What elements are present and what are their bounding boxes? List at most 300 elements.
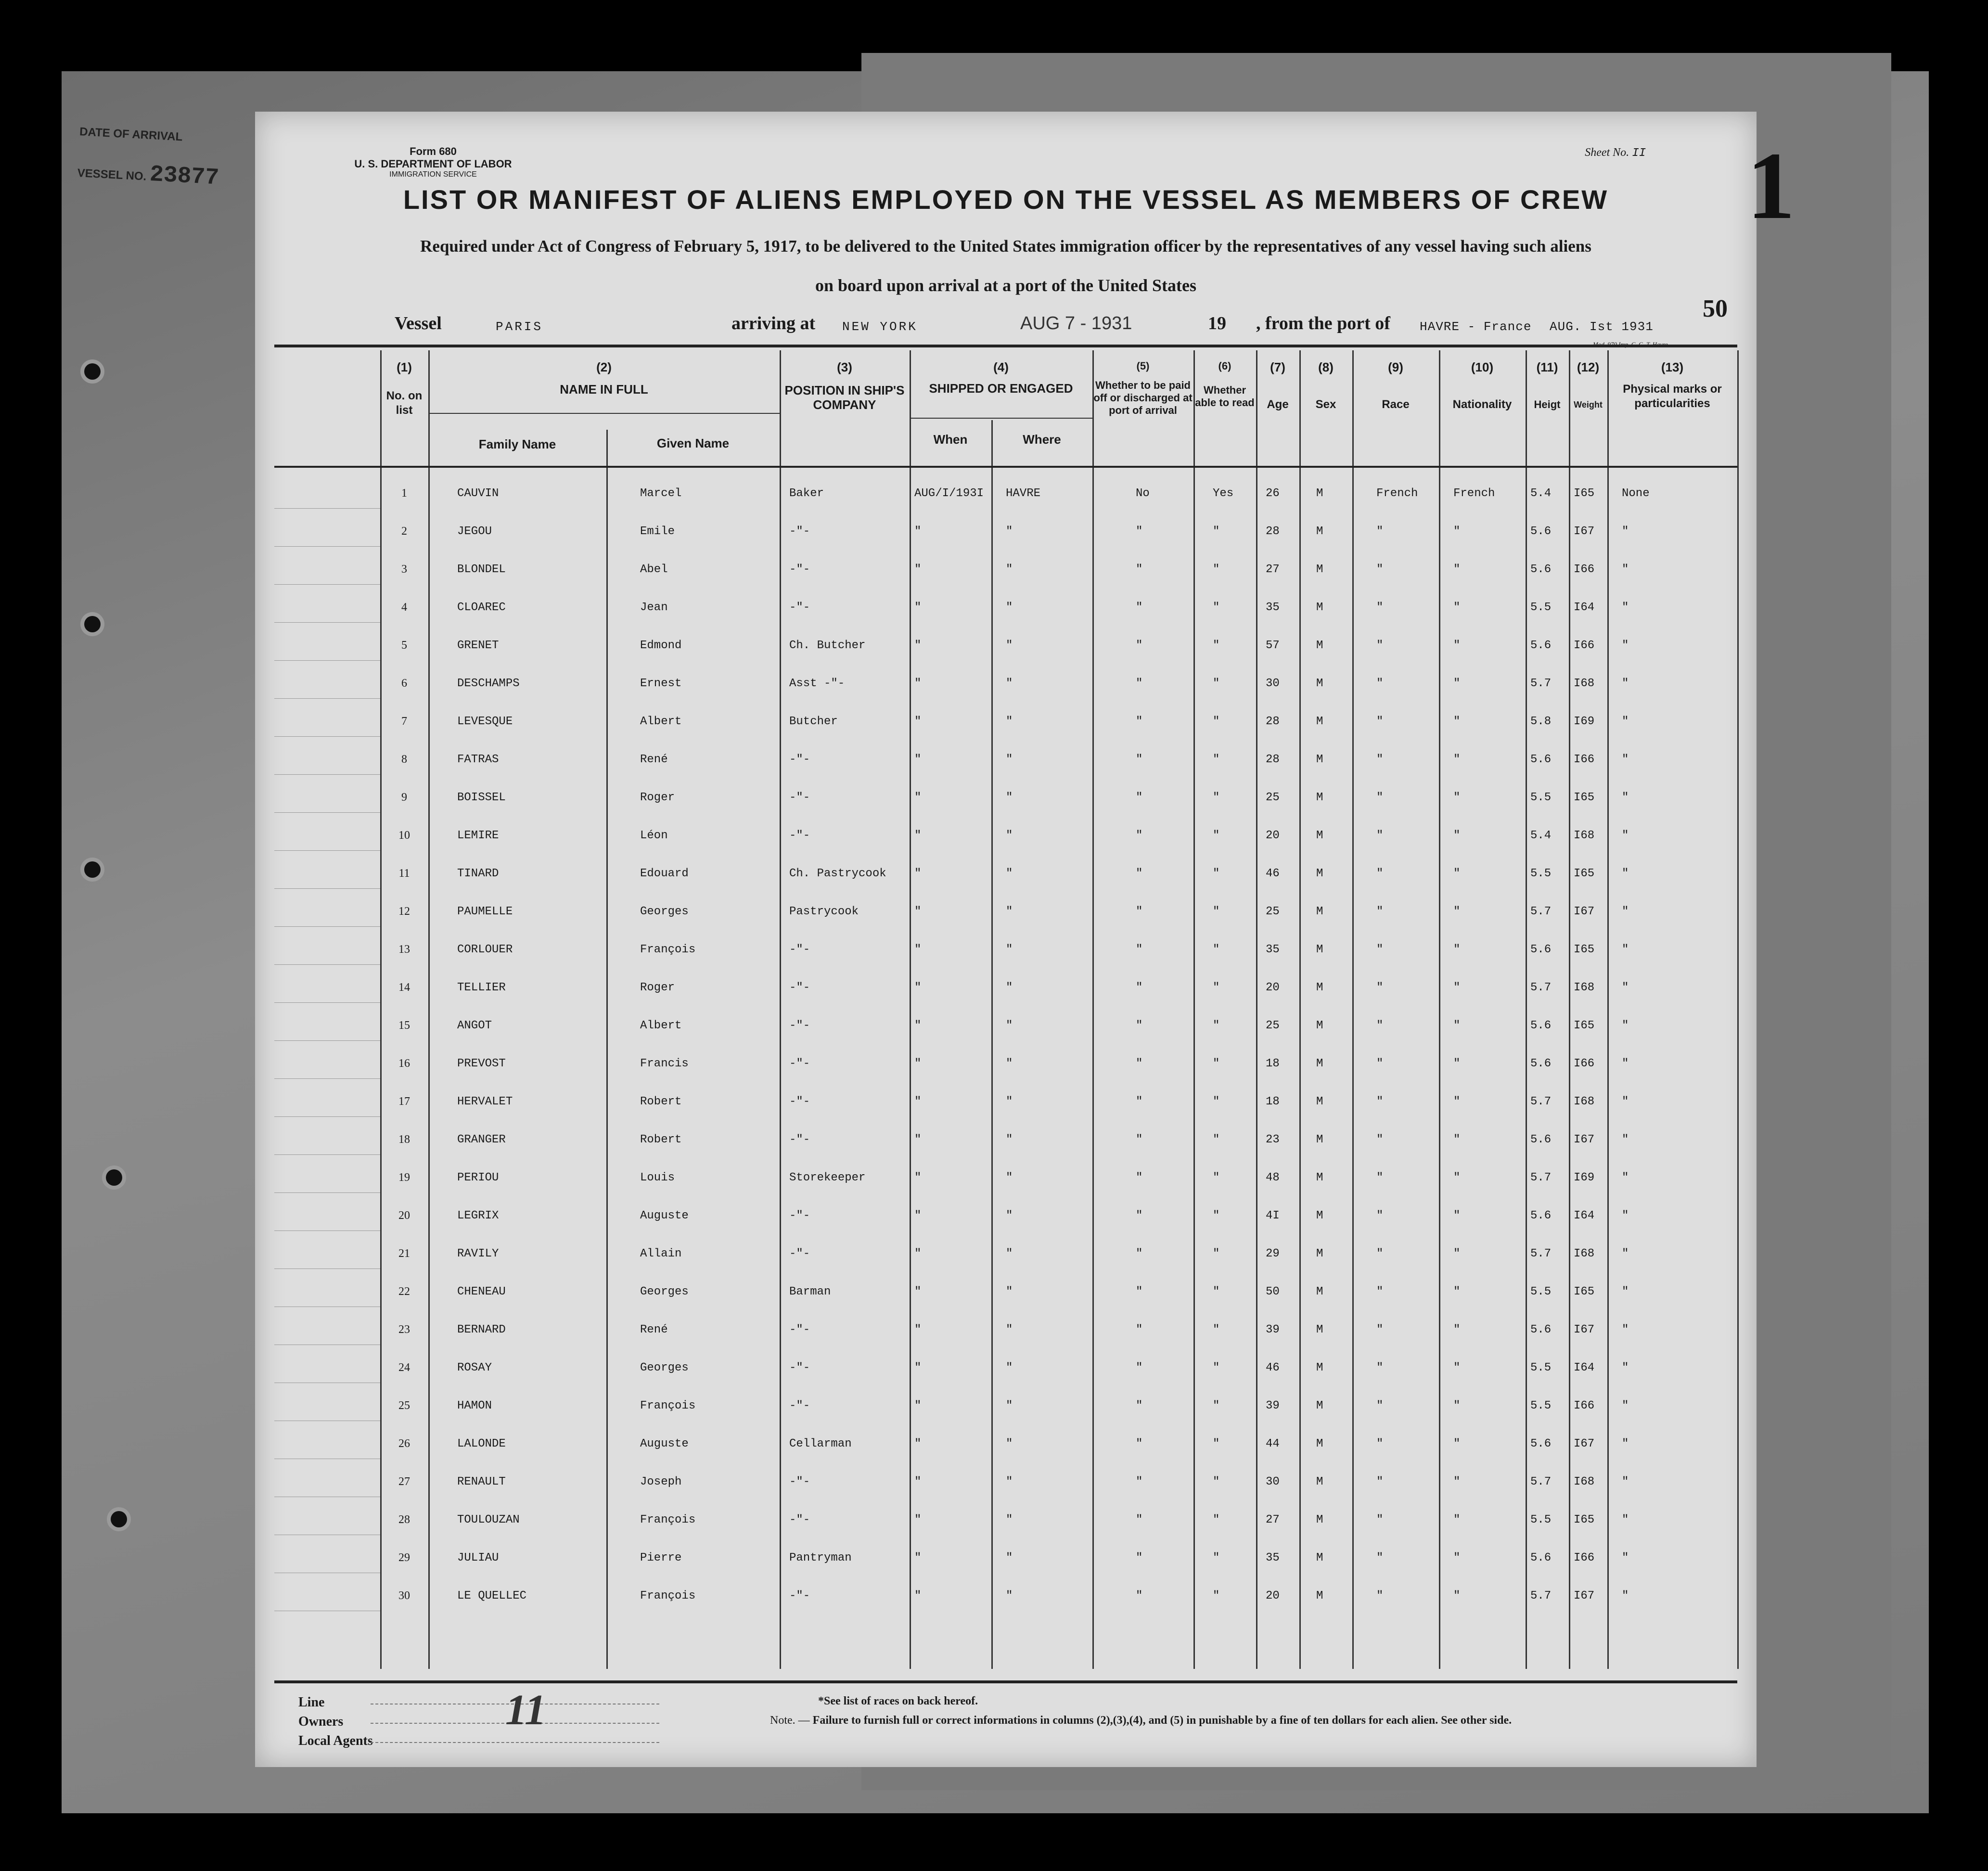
cell-able-to-read: " (1213, 1361, 1220, 1374)
cell-sex: M (1316, 1437, 1323, 1450)
cell-shipped-where: " (1006, 1057, 1013, 1070)
cell-physical-marks: " (1622, 715, 1629, 728)
cell-physical-marks: " (1622, 677, 1629, 690)
cell-able-to-read: Yes (1213, 487, 1234, 500)
agents-field (371, 1742, 659, 1743)
cell-weight: I68 (1574, 677, 1595, 690)
col2-header: (2) NAME IN FULL (560, 360, 648, 397)
cell-shipped-where: " (1006, 791, 1013, 804)
cell-weight: I66 (1574, 563, 1595, 576)
table-row (274, 547, 1747, 585)
cell-weight: I64 (1574, 1209, 1595, 1222)
cell-paid-off: " (1136, 1475, 1143, 1488)
bottom-rule (274, 1680, 1737, 1683)
cell-position: -"- (789, 1247, 810, 1260)
cell-row-number: 8 (401, 753, 407, 766)
cell-given-name: Francis (640, 1057, 689, 1070)
cell-weight: I65 (1574, 943, 1595, 956)
crew-table (274, 350, 1747, 1669)
cell-height: 5.6 (1530, 1209, 1552, 1222)
table-row (274, 1193, 1747, 1231)
cell-position: Pantryman (789, 1551, 852, 1564)
punch-hole (111, 1511, 127, 1527)
cell-able-to-read: " (1213, 563, 1220, 576)
cell-nationality: " (1453, 639, 1461, 652)
cell-family-name: FATRAS (457, 753, 499, 766)
cell-position: -"- (789, 1399, 810, 1412)
cell-race: " (1376, 1171, 1384, 1184)
cell-age: 30 (1266, 677, 1280, 690)
cell-age: 20 (1266, 981, 1280, 994)
cell-nationality: French (1453, 487, 1495, 500)
cell-shipped-when: " (914, 753, 922, 766)
cell-weight: I66 (1574, 1057, 1595, 1070)
cell-shipped-where: " (1006, 1323, 1013, 1336)
cell-position: -"- (789, 1133, 810, 1146)
cell-physical-marks: None (1622, 487, 1650, 500)
cell-position: -"- (789, 981, 810, 994)
cell-age: 29 (1266, 1247, 1280, 1260)
cell-given-name: Marcel (640, 487, 682, 500)
local-agents-label: Local Agents (298, 1733, 373, 1748)
cell-given-name: François (640, 1399, 696, 1412)
cell-given-name: René (640, 1323, 668, 1336)
cell-height: 5.7 (1530, 1171, 1552, 1184)
cell-weight: I67 (1574, 1589, 1595, 1602)
cell-shipped-when: " (914, 1095, 922, 1108)
cell-able-to-read: " (1213, 1209, 1220, 1222)
cell-age: 57 (1266, 639, 1280, 652)
cell-nationality: " (1453, 1247, 1461, 1260)
cell-sex: M (1316, 943, 1323, 956)
cell-age: 39 (1266, 1399, 1280, 1412)
cell-paid-off: " (1136, 1323, 1143, 1336)
cell-paid-off: " (1136, 525, 1143, 538)
cell-weight: I67 (1574, 525, 1595, 538)
cell-position: -"- (789, 1361, 810, 1374)
cell-shipped-when: " (914, 1437, 922, 1450)
cell-race: " (1376, 1437, 1384, 1450)
cell-age: 18 (1266, 1057, 1280, 1070)
cell-weight: I66 (1574, 639, 1595, 652)
cell-race: " (1376, 677, 1384, 690)
cell-physical-marks: " (1622, 791, 1629, 804)
vessel-name: PARIS (496, 320, 543, 334)
cell-age: 35 (1266, 601, 1280, 614)
cell-shipped-when: " (914, 1399, 922, 1412)
cell-shipped-where: " (1006, 981, 1013, 994)
cell-age: 28 (1266, 753, 1280, 766)
cell-shipped-where: " (1006, 525, 1013, 538)
cell-given-name: Edouard (640, 867, 689, 880)
cell-row-number: 19 (398, 1171, 410, 1184)
punch-hole (84, 363, 101, 380)
cell-shipped-where: " (1006, 753, 1013, 766)
table-row (274, 851, 1747, 889)
cell-paid-off: " (1136, 563, 1143, 576)
cell-row-number: 4 (401, 601, 407, 614)
cell-shipped-where: " (1006, 1513, 1013, 1526)
cell-row-number: 28 (398, 1513, 410, 1526)
cell-physical-marks: " (1622, 639, 1629, 652)
cell-shipped-when: " (914, 905, 922, 918)
cell-family-name: CHENEAU (457, 1285, 506, 1298)
cell-able-to-read: " (1213, 943, 1220, 956)
cell-physical-marks: " (1622, 943, 1629, 956)
page-number: 50 (1703, 295, 1728, 322)
cell-able-to-read: " (1213, 1171, 1220, 1184)
subtitle-line2: on board upon arrival at a port of the United States (815, 276, 1197, 295)
cell-paid-off: " (1136, 1057, 1143, 1070)
cell-nationality: " (1453, 1057, 1461, 1070)
cell-given-name: Albert (640, 715, 682, 728)
table-row (274, 1497, 1747, 1535)
cell-height: 5.6 (1530, 1133, 1552, 1146)
cell-shipped-where: " (1006, 1247, 1013, 1260)
page-title: LIST OR MANIFEST OF ALIENS EMPLOYED ON THE VESSEL AS MEMBERS OF CREW (403, 184, 1609, 215)
cell-physical-marks: " (1622, 1475, 1629, 1488)
cell-race: " (1376, 943, 1384, 956)
cell-shipped-where: " (1006, 829, 1013, 842)
cell-weight: I68 (1574, 1247, 1595, 1260)
cell-shipped-when: " (914, 1209, 922, 1222)
cell-shipped-when: " (914, 601, 922, 614)
cell-sex: M (1316, 981, 1323, 994)
cell-shipped-when: " (914, 981, 922, 994)
cell-family-name: LALONDE (457, 1437, 506, 1450)
cell-position: -"- (789, 1057, 810, 1070)
table-row (274, 1269, 1747, 1307)
cell-height: 5.6 (1530, 1551, 1552, 1564)
cell-age: 25 (1266, 905, 1280, 918)
cell-height: 5.6 (1530, 563, 1552, 576)
cell-weight: I66 (1574, 1399, 1595, 1412)
cell-weight: I64 (1574, 601, 1595, 614)
cell-race: " (1376, 1589, 1384, 1602)
cell-family-name: BOISSEL (457, 791, 506, 804)
cell-race: " (1376, 829, 1384, 842)
cell-height: 5.5 (1530, 1513, 1552, 1526)
cell-paid-off: " (1136, 943, 1143, 956)
service: IMMIGRATION SERVICE (389, 170, 477, 179)
table-row (274, 1117, 1747, 1155)
penalty-note: Note. — Failure to furnish full or correct informations in columns (2),(3),(4), and (5) in punishable by a fine of ten dollars for each alien. See other side. (770, 1714, 1512, 1727)
cell-sex: M (1316, 525, 1323, 538)
cell-shipped-where: " (1006, 1209, 1013, 1222)
cell-sex: M (1316, 1551, 1323, 1564)
cell-given-name: Georges (640, 905, 689, 918)
cell-family-name: TOULOUZAN (457, 1513, 520, 1526)
cell-weight: I65 (1574, 1285, 1595, 1298)
cell-paid-off: " (1136, 981, 1143, 994)
cell-physical-marks: " (1622, 563, 1629, 576)
cell-physical-marks: " (1622, 1209, 1629, 1222)
cell-paid-off: No (1136, 487, 1150, 500)
cell-physical-marks: " (1622, 1247, 1629, 1260)
cell-paid-off: " (1136, 753, 1143, 766)
cell-given-name: Roger (640, 981, 675, 994)
cell-position: -"- (789, 791, 810, 804)
cell-nationality: " (1453, 1323, 1461, 1336)
cell-shipped-where: " (1006, 1399, 1013, 1412)
cell-able-to-read: " (1213, 905, 1220, 918)
cell-paid-off: " (1136, 1513, 1143, 1526)
cell-age: 35 (1266, 1551, 1280, 1564)
cell-family-name: PAUMELLE (457, 905, 513, 918)
department: U. S. DEPARTMENT OF LABOR (354, 158, 512, 170)
cell-row-number: 9 (401, 791, 407, 804)
table-row (274, 737, 1747, 775)
departure-port: HAVRE - France (1420, 320, 1532, 334)
sheet-number: Sheet No. II (1585, 146, 1646, 160)
stamp-line2: VESSEL NO. 23877 (77, 161, 220, 192)
cell-able-to-read: " (1213, 1285, 1220, 1298)
cell-height: 5.5 (1530, 1399, 1552, 1412)
cell-row-number: 24 (398, 1361, 410, 1374)
cell-nationality: " (1453, 563, 1461, 576)
cell-sex: M (1316, 1513, 1323, 1526)
header-bottom-rule (274, 466, 1737, 468)
cell-weight: I65 (1574, 487, 1595, 500)
cell-able-to-read: " (1213, 639, 1220, 652)
cell-sex: M (1316, 905, 1323, 918)
cell-shipped-when: " (914, 1475, 922, 1488)
cell-height: 5.5 (1530, 1361, 1552, 1374)
family-name-header: Family Name (478, 437, 556, 451)
cell-age: 39 (1266, 1323, 1280, 1336)
cell-height: 5.7 (1530, 1095, 1552, 1108)
cell-age: 48 (1266, 1171, 1280, 1184)
cell-shipped-when: " (914, 1589, 922, 1602)
cell-sex: M (1316, 1361, 1323, 1374)
cell-physical-marks: " (1622, 1551, 1629, 1564)
cell-shipped-when: " (914, 829, 922, 842)
cell-physical-marks: " (1622, 905, 1629, 918)
cell-sex: M (1316, 1399, 1323, 1412)
cell-shipped-when: " (914, 1133, 922, 1146)
form-number: Form 680 (410, 145, 457, 157)
table-row (274, 775, 1747, 813)
cell-physical-marks: " (1622, 1437, 1629, 1450)
cell-sex: M (1316, 1095, 1323, 1108)
cell-weight: I67 (1574, 1133, 1595, 1146)
cell-row-number: 10 (398, 829, 410, 842)
cell-shipped-when: " (914, 867, 922, 880)
cell-given-name: Ernest (640, 677, 682, 690)
cell-sex: M (1316, 639, 1323, 652)
cell-family-name: ROSAY (457, 1361, 492, 1374)
cell-age: 35 (1266, 943, 1280, 956)
cell-shipped-where: " (1006, 1475, 1013, 1488)
cell-sex: M (1316, 753, 1323, 766)
cell-row-number: 17 (398, 1095, 410, 1108)
cell-family-name: JULIAU (457, 1551, 499, 1564)
col7-header: (7) Age (1267, 360, 1289, 411)
cell-shipped-where: " (1006, 867, 1013, 880)
cell-row-number: 20 (398, 1209, 410, 1222)
cell-given-name: Abel (640, 563, 668, 576)
cell-family-name: TELLIER (457, 981, 506, 994)
cell-row-number: 27 (398, 1475, 410, 1488)
col12-header: (12) Weight (1574, 360, 1603, 410)
table-row (274, 1079, 1747, 1117)
when-header: When (933, 432, 968, 447)
cell-position: -"- (789, 1209, 810, 1222)
cell-race: " (1376, 1057, 1384, 1070)
cell-position: Butcher (789, 715, 838, 728)
cell-weight: I67 (1574, 1323, 1595, 1336)
cell-nationality: " (1453, 867, 1461, 880)
cell-position: -"- (789, 829, 810, 842)
cell-given-name: François (640, 1589, 696, 1602)
cell-shipped-when: " (914, 1551, 922, 1564)
cell-family-name: LE QUELLEC (457, 1589, 527, 1602)
cell-family-name: BLONDEL (457, 563, 506, 576)
cell-height: 5.7 (1530, 1475, 1552, 1488)
cell-shipped-when: " (914, 563, 922, 576)
cell-sex: M (1316, 1209, 1323, 1222)
cell-given-name: Albert (640, 1019, 682, 1032)
cell-nationality: " (1453, 1171, 1461, 1184)
cell-row-number: 26 (398, 1437, 410, 1450)
cell-shipped-when: AUG/I/193I (914, 487, 984, 500)
cell-family-name: LEVESQUE (457, 715, 513, 728)
cell-nationality: " (1453, 905, 1461, 918)
cell-able-to-read: " (1213, 1513, 1220, 1526)
cell-paid-off: " (1136, 1019, 1143, 1032)
table-row (274, 699, 1747, 737)
cell-position: -"- (789, 525, 810, 538)
cell-weight: I68 (1574, 829, 1595, 842)
cell-position: -"- (789, 1475, 810, 1488)
col10-header: (10) Nationality (1452, 360, 1512, 411)
cell-height: 5.7 (1530, 905, 1552, 918)
cell-able-to-read: " (1213, 829, 1220, 842)
cell-row-number: 7 (401, 715, 407, 728)
cell-race: " (1376, 791, 1384, 804)
cell-paid-off: " (1136, 715, 1143, 728)
cell-shipped-when: " (914, 943, 922, 956)
col8-header: (8) Sex (1315, 360, 1336, 411)
cell-nationality: " (1453, 943, 1461, 956)
cell-nationality: " (1453, 1095, 1461, 1108)
cell-race: " (1376, 1095, 1384, 1108)
cell-race: " (1376, 1285, 1384, 1298)
cell-given-name: Allain (640, 1247, 682, 1260)
cell-sex: M (1316, 1285, 1323, 1298)
cell-position: -"- (789, 1323, 810, 1336)
cell-shipped-when: " (914, 715, 922, 728)
cell-physical-marks: " (1622, 1361, 1629, 1374)
cell-weight: I68 (1574, 1095, 1595, 1108)
cell-family-name: LEMIRE (457, 829, 499, 842)
cell-family-name: CLOAREC (457, 601, 506, 614)
cell-row-number: 25 (398, 1399, 410, 1412)
cell-given-name: Léon (640, 829, 668, 842)
cell-sex: M (1316, 791, 1323, 804)
cell-shipped-when: " (914, 1513, 922, 1526)
cell-race: " (1376, 1323, 1384, 1336)
cell-physical-marks: " (1622, 1589, 1629, 1602)
cell-given-name: Pierre (640, 1551, 682, 1564)
where-header: Where (1023, 432, 1061, 447)
cell-given-name: Georges (640, 1285, 689, 1298)
year-label: 19 (1208, 313, 1226, 333)
cell-weight: I67 (1574, 1437, 1595, 1450)
cell-nationality: " (1453, 601, 1461, 614)
cell-nationality: " (1453, 1589, 1461, 1602)
cell-height: 5.6 (1530, 1437, 1552, 1450)
cell-position: Asst -"- (789, 677, 845, 690)
cell-age: 20 (1266, 829, 1280, 842)
cell-height: 5.6 (1530, 639, 1552, 652)
cell-sex: M (1316, 487, 1323, 500)
cell-race: " (1376, 1247, 1384, 1260)
cell-family-name: PERIOU (457, 1171, 499, 1184)
cell-weight: I69 (1574, 1171, 1595, 1184)
cell-paid-off: " (1136, 1551, 1143, 1564)
cell-age: 18 (1266, 1095, 1280, 1108)
cell-sex: M (1316, 829, 1323, 842)
cell-sex: M (1316, 563, 1323, 576)
cell-able-to-read: " (1213, 715, 1220, 728)
cell-height: 5.4 (1530, 829, 1552, 842)
cell-nationality: " (1453, 753, 1461, 766)
handwritten-line-number: 11 (505, 1686, 547, 1734)
cell-weight: I69 (1574, 715, 1595, 728)
cell-sex: M (1316, 1323, 1323, 1336)
table-row (274, 1573, 1747, 1611)
cell-able-to-read: " (1213, 753, 1220, 766)
cell-family-name: ANGOT (457, 1019, 492, 1032)
cell-family-name: HAMON (457, 1399, 492, 1412)
arriving-label: arriving at (731, 313, 816, 333)
cell-row-number: 13 (398, 943, 410, 956)
cell-position: -"- (789, 1019, 810, 1032)
cell-paid-off: " (1136, 601, 1143, 614)
cell-row-number: 2 (401, 525, 407, 538)
cell-age: 28 (1266, 715, 1280, 728)
cell-given-name: Edmond (640, 639, 682, 652)
cell-able-to-read: " (1213, 1589, 1220, 1602)
line-label: Line (298, 1695, 325, 1710)
cell-weight: I65 (1574, 1019, 1595, 1032)
col3-header: (3) POSITION IN SHIP'S COMPANY (784, 360, 905, 412)
cell-family-name: RENAULT (457, 1475, 506, 1488)
cell-race: " (1376, 601, 1384, 614)
cell-row-number: 18 (398, 1133, 410, 1146)
cell-position: Cellarman (789, 1437, 852, 1450)
cell-physical-marks: " (1622, 981, 1629, 994)
table-row (274, 927, 1747, 965)
cell-paid-off: " (1136, 1361, 1143, 1374)
cell-nationality: " (1453, 677, 1461, 690)
cell-row-number: 22 (398, 1285, 410, 1298)
cell-physical-marks: " (1622, 1133, 1629, 1146)
cell-given-name: Auguste (640, 1437, 689, 1450)
cell-race: " (1376, 1133, 1384, 1146)
cell-sex: M (1316, 715, 1323, 728)
cell-family-name: GRENET (457, 639, 499, 652)
vessel-line (255, 309, 1757, 338)
cell-able-to-read: " (1213, 1133, 1220, 1146)
cell-shipped-when: " (914, 639, 922, 652)
cell-physical-marks: " (1622, 1323, 1629, 1336)
cell-position: -"- (789, 1095, 810, 1108)
cell-height: 5.5 (1530, 1285, 1552, 1298)
cell-position: -"- (789, 1589, 810, 1602)
stamp-line1: DATE OF ARRIVAL (79, 125, 183, 144)
